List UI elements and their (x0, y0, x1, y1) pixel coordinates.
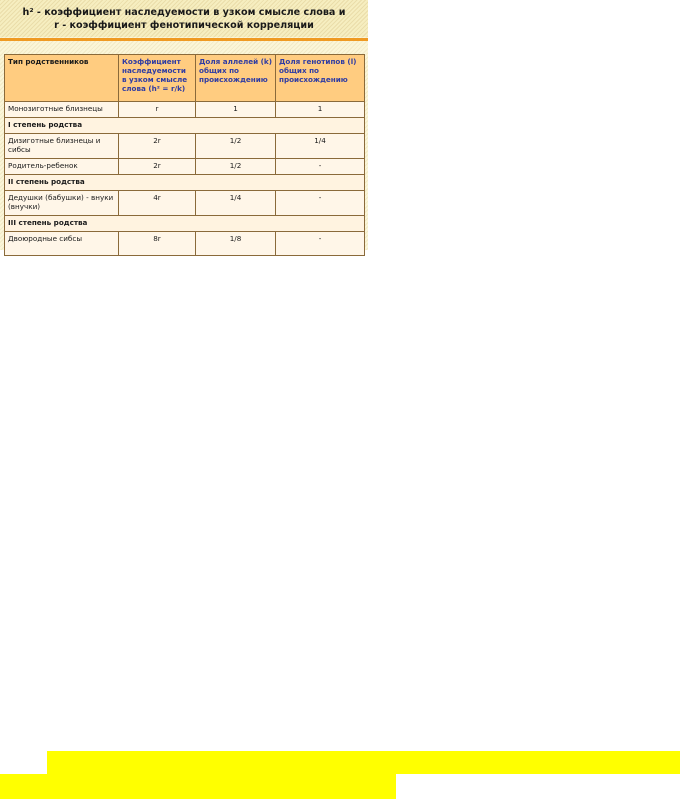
cell-heritability: r (119, 102, 196, 118)
cell-alleles: 1/2 (196, 134, 276, 159)
title-band (0, 0, 368, 37)
cell-genotypes: - (276, 232, 365, 256)
table-row (5, 232, 365, 256)
table-row (5, 159, 365, 175)
title-line-1: h² - коэффициент наследуемости в узком смысле слова и (22, 7, 346, 18)
cell-relatives: Дизиготные близнецы и сибсы (5, 134, 119, 159)
heritability-table (4, 54, 365, 256)
cell-heritability: 4r (119, 191, 196, 216)
cell-relatives: Родитель-ребенок (5, 159, 119, 175)
table-row (5, 191, 365, 216)
table-row (5, 102, 365, 118)
cell-alleles: 1/8 (196, 232, 276, 256)
col-header-genotypes: Доля генотипов (l) общих по происхождению (276, 55, 365, 102)
cell-heritability: 2r (119, 134, 196, 159)
cell-alleles: 1 (196, 102, 276, 118)
section-row (5, 175, 365, 191)
section-label: II степень родства (5, 175, 365, 191)
accent-rule (0, 38, 368, 41)
highlight-bar-top (47, 751, 680, 774)
col-header-heritability: Коэффициент наследуемости в узком смысле слова (h² = r/k) (119, 55, 196, 102)
cell-relatives: Двоюродные сибсы (5, 232, 119, 256)
cell-genotypes: 1 (276, 102, 365, 118)
title-line-2: r - коэффициент фенотипической корреляции (54, 20, 314, 31)
slide-thumbnail (0, 0, 368, 250)
cell-heritability: 2r (119, 159, 196, 175)
section-label: I степень родства (5, 118, 365, 134)
table-header-row (5, 55, 365, 102)
col-header-alleles: Доля аллелей (k) общих по происхождению (196, 55, 276, 102)
cell-genotypes: 1/4 (276, 134, 365, 159)
cell-relatives: Монозиготные близнецы (5, 102, 119, 118)
section-row (5, 118, 365, 134)
section-label: III степень родства (5, 216, 365, 232)
cell-alleles: 1/4 (196, 191, 276, 216)
cell-alleles: 1/2 (196, 159, 276, 175)
cell-heritability: 8r (119, 232, 196, 256)
cell-genotypes: - (276, 159, 365, 175)
highlight-bar-bottom (0, 774, 396, 799)
table-row (5, 134, 365, 159)
cell-relatives: Дедушки (бабушки) - внуки (внучки) (5, 191, 119, 216)
cell-genotypes: - (276, 191, 365, 216)
col-header-relatives: Тип родственников (5, 55, 119, 102)
section-row (5, 216, 365, 232)
